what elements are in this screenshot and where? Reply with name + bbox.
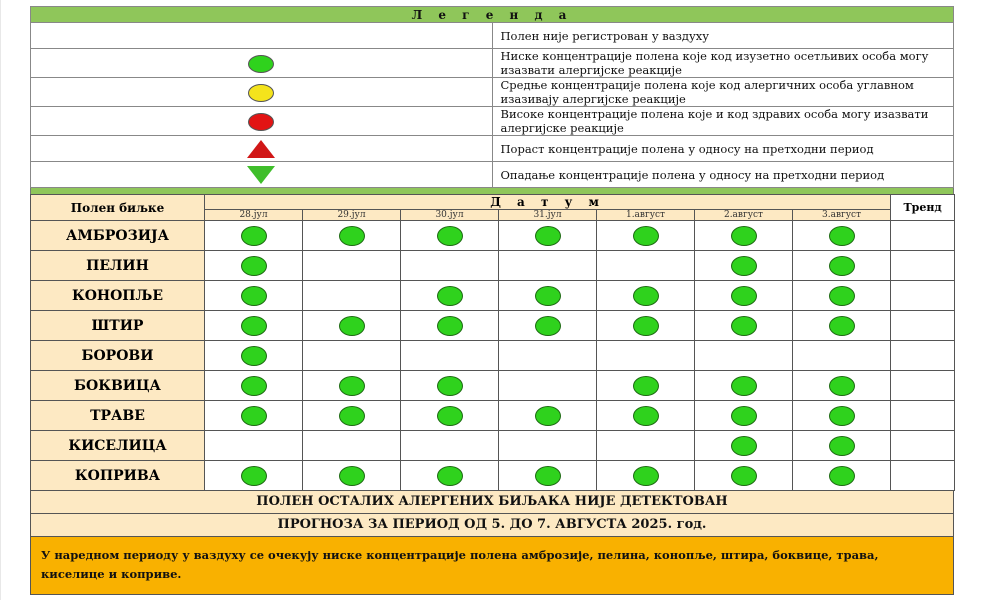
concentration-cell xyxy=(793,311,891,341)
concentration-cell xyxy=(303,341,401,371)
date-header-cell: 31.јул xyxy=(499,210,597,221)
table-row xyxy=(31,251,955,281)
green-circle-icon xyxy=(535,316,561,336)
plant-name: КИСЕЛИЦА xyxy=(31,431,205,461)
legend-icon-cell xyxy=(31,162,493,188)
table-row xyxy=(31,431,955,461)
concentration-cell xyxy=(401,221,499,251)
concentration-cell xyxy=(695,251,793,281)
concentration-cell xyxy=(597,401,695,431)
legend-row xyxy=(31,107,954,136)
legend-icon-cell xyxy=(31,78,493,107)
green-circle-icon xyxy=(829,226,855,246)
concentration-cell xyxy=(597,461,695,491)
legend-title: Л е г е н д а xyxy=(31,7,954,23)
date-header-cell: 29.јул xyxy=(303,210,401,221)
date-header-cell: 28.јул xyxy=(205,210,303,221)
trend-cell xyxy=(891,311,955,341)
yellow-circle-icon xyxy=(248,84,274,102)
table-row xyxy=(31,341,955,371)
green-circle-icon xyxy=(248,55,274,73)
page-edge-line xyxy=(0,0,1,600)
concentration-cell xyxy=(401,311,499,341)
concentration-cell xyxy=(793,461,891,491)
concentration-cell xyxy=(205,221,303,251)
concentration-cell xyxy=(499,251,597,281)
forecast-note: У наредном периоду у ваздуху се очекују ниске концентрације полена амброзије, пелина, конопље, штира, боквице, трава, киселице и коприве. xyxy=(30,537,954,595)
green-circle-icon xyxy=(535,466,561,486)
green-circle-icon xyxy=(731,316,757,336)
green-circle-icon xyxy=(535,286,561,306)
concentration-cell xyxy=(793,401,891,431)
concentration-cell xyxy=(205,341,303,371)
table-row xyxy=(31,401,955,431)
green-circle-icon xyxy=(437,286,463,306)
trend-cell xyxy=(891,371,955,401)
concentration-cell xyxy=(499,281,597,311)
concentration-cell xyxy=(793,371,891,401)
green-circle-icon xyxy=(731,226,757,246)
concentration-cell xyxy=(205,251,303,281)
concentration-cell xyxy=(303,431,401,461)
green-circle-icon xyxy=(535,406,561,426)
green-circle-icon xyxy=(241,376,267,396)
concentration-cell xyxy=(695,401,793,431)
trend-cell xyxy=(891,251,955,281)
concentration-cell xyxy=(401,431,499,461)
concentration-cell xyxy=(597,251,695,281)
green-circle-icon xyxy=(829,256,855,276)
concentration-cell xyxy=(597,341,695,371)
concentration-cell xyxy=(205,401,303,431)
concentration-cell xyxy=(499,461,597,491)
forecast-period-banner: ПРОГНОЗА ЗА ПЕРИОД ОД 5. ДО 7. АВГУСТА 2025. год. xyxy=(30,514,954,537)
red-triangle-up-icon xyxy=(247,140,275,158)
green-circle-icon xyxy=(829,406,855,426)
concentration-cell xyxy=(499,311,597,341)
concentration-cell xyxy=(499,431,597,461)
green-circle-icon xyxy=(437,466,463,486)
concentration-cell xyxy=(597,311,695,341)
trend-cell xyxy=(891,341,955,371)
green-circle-icon xyxy=(437,406,463,426)
concentration-cell xyxy=(695,281,793,311)
concentration-cell xyxy=(793,281,891,311)
concentration-cell xyxy=(205,281,303,311)
legend-icon-cell xyxy=(31,107,493,136)
green-circle-icon xyxy=(437,316,463,336)
concentration-cell xyxy=(695,221,793,251)
green-circle-icon xyxy=(731,406,757,426)
green-circle-icon xyxy=(633,376,659,396)
pollen-table xyxy=(30,194,955,491)
concentration-cell xyxy=(597,221,695,251)
green-circle-icon xyxy=(829,436,855,456)
concentration-cell xyxy=(597,281,695,311)
legend-row xyxy=(31,23,954,49)
concentration-cell xyxy=(499,371,597,401)
legend-row xyxy=(31,136,954,162)
concentration-cell xyxy=(205,461,303,491)
trend-cell xyxy=(891,221,955,251)
concentration-cell xyxy=(303,461,401,491)
legend-icon-cell xyxy=(31,49,493,78)
green-circle-icon xyxy=(633,316,659,336)
legend-row xyxy=(31,162,954,188)
pollen-rows xyxy=(31,221,955,491)
green-circle-icon xyxy=(241,226,267,246)
date-header-cell: 2.август xyxy=(695,210,793,221)
green-circle-icon xyxy=(241,466,267,486)
green-circle-icon xyxy=(731,286,757,306)
legend-table xyxy=(30,6,954,188)
legend-description: Ниске концентрације полена које код изузетно осетљивих особа могу изазвати алергијске реакције xyxy=(492,49,954,78)
legend-description: Опадање концентрације полена у односу на претходни период xyxy=(492,162,954,188)
trend-cell xyxy=(891,461,955,491)
legend-description: Средње концентрације полена које код алергичних особа углавном изазивају алергијске реакције xyxy=(492,78,954,107)
green-circle-icon xyxy=(829,466,855,486)
green-circle-icon xyxy=(241,256,267,276)
concentration-cell xyxy=(205,431,303,461)
green-triangle-down-icon xyxy=(247,166,275,184)
legend-description: Високе концентрације полена које и код здравих особа могу изазвати алергијске реакције xyxy=(492,107,954,136)
concentration-cell xyxy=(499,401,597,431)
concentration-cell xyxy=(793,221,891,251)
green-circle-icon xyxy=(241,286,267,306)
other-allergens-banner: ПОЛЕН ОСТАЛИХ АЛЕРГЕНИХ БИЉАКА НИЈЕ ДЕТЕКТОВАН xyxy=(30,491,954,514)
table-row xyxy=(31,281,955,311)
concentration-cell xyxy=(695,311,793,341)
concentration-cell xyxy=(401,281,499,311)
trend-column-header: Тренд xyxy=(891,195,955,221)
green-circle-icon xyxy=(241,346,267,366)
legend-rows xyxy=(31,23,954,188)
trend-cell xyxy=(891,281,955,311)
plant-name: АМБРОЗИЈА xyxy=(31,221,205,251)
green-circle-icon xyxy=(731,466,757,486)
trend-cell xyxy=(891,401,955,431)
green-circle-icon xyxy=(339,316,365,336)
concentration-cell xyxy=(401,371,499,401)
plant-name: ТРАВЕ xyxy=(31,401,205,431)
concentration-cell xyxy=(401,341,499,371)
plant-name: КОПРИВА xyxy=(31,461,205,491)
green-circle-icon xyxy=(339,226,365,246)
green-circle-icon xyxy=(339,376,365,396)
concentration-cell xyxy=(695,371,793,401)
green-circle-icon xyxy=(829,376,855,396)
green-circle-icon xyxy=(731,436,757,456)
green-circle-icon xyxy=(339,466,365,486)
plant-name: БОРОВИ xyxy=(31,341,205,371)
pollen-report xyxy=(30,6,954,595)
concentration-cell xyxy=(401,461,499,491)
green-circle-icon xyxy=(535,226,561,246)
table-row xyxy=(31,371,955,401)
concentration-cell xyxy=(303,221,401,251)
table-row xyxy=(31,311,955,341)
concentration-cell xyxy=(695,431,793,461)
legend-description: Полен није регистрован у ваздуху xyxy=(492,23,954,49)
green-circle-icon xyxy=(339,406,365,426)
plant-name: ПЕЛИН xyxy=(31,251,205,281)
plant-name: БОКВИЦА xyxy=(31,371,205,401)
concentration-cell xyxy=(205,371,303,401)
green-circle-icon xyxy=(437,226,463,246)
concentration-cell xyxy=(597,431,695,461)
trend-cell xyxy=(891,431,955,461)
concentration-cell xyxy=(401,251,499,281)
date-header-cell: 1.август xyxy=(597,210,695,221)
red-circle-icon xyxy=(248,113,274,131)
plant-column-header: Полен биљке xyxy=(31,195,205,221)
green-circle-icon xyxy=(633,466,659,486)
date-header-cell: 3.август xyxy=(793,210,891,221)
concentration-cell xyxy=(401,401,499,431)
green-circle-icon xyxy=(241,316,267,336)
table-row xyxy=(31,221,955,251)
green-circle-icon xyxy=(633,226,659,246)
green-circle-icon xyxy=(829,286,855,306)
legend-icon-cell xyxy=(31,23,493,49)
plant-name: КОНОПЉЕ xyxy=(31,281,205,311)
date-header-cell: 30.јул xyxy=(401,210,499,221)
concentration-cell xyxy=(793,341,891,371)
legend-description: Пораст концентрације полена у односу на претходни период xyxy=(492,136,954,162)
concentration-cell xyxy=(303,311,401,341)
table-row xyxy=(31,461,955,491)
concentration-cell xyxy=(793,251,891,281)
green-circle-icon xyxy=(633,406,659,426)
green-circle-icon xyxy=(241,406,267,426)
green-circle-icon xyxy=(829,316,855,336)
legend-row xyxy=(31,78,954,107)
concentration-cell xyxy=(303,281,401,311)
green-circle-icon xyxy=(437,376,463,396)
concentration-cell xyxy=(695,461,793,491)
concentration-cell xyxy=(303,371,401,401)
concentration-cell xyxy=(205,311,303,341)
concentration-cell xyxy=(303,251,401,281)
concentration-cell xyxy=(695,341,793,371)
green-circle-icon xyxy=(731,256,757,276)
plant-name: ШТИР xyxy=(31,311,205,341)
date-column-header: Д а т у м xyxy=(205,195,891,210)
concentration-cell xyxy=(499,341,597,371)
green-circle-icon xyxy=(633,286,659,306)
concentration-cell xyxy=(597,371,695,401)
concentration-cell xyxy=(303,401,401,431)
concentration-cell xyxy=(793,431,891,461)
concentration-cell xyxy=(499,221,597,251)
legend-row xyxy=(31,49,954,78)
legend-icon-cell xyxy=(31,136,493,162)
green-circle-icon xyxy=(731,376,757,396)
